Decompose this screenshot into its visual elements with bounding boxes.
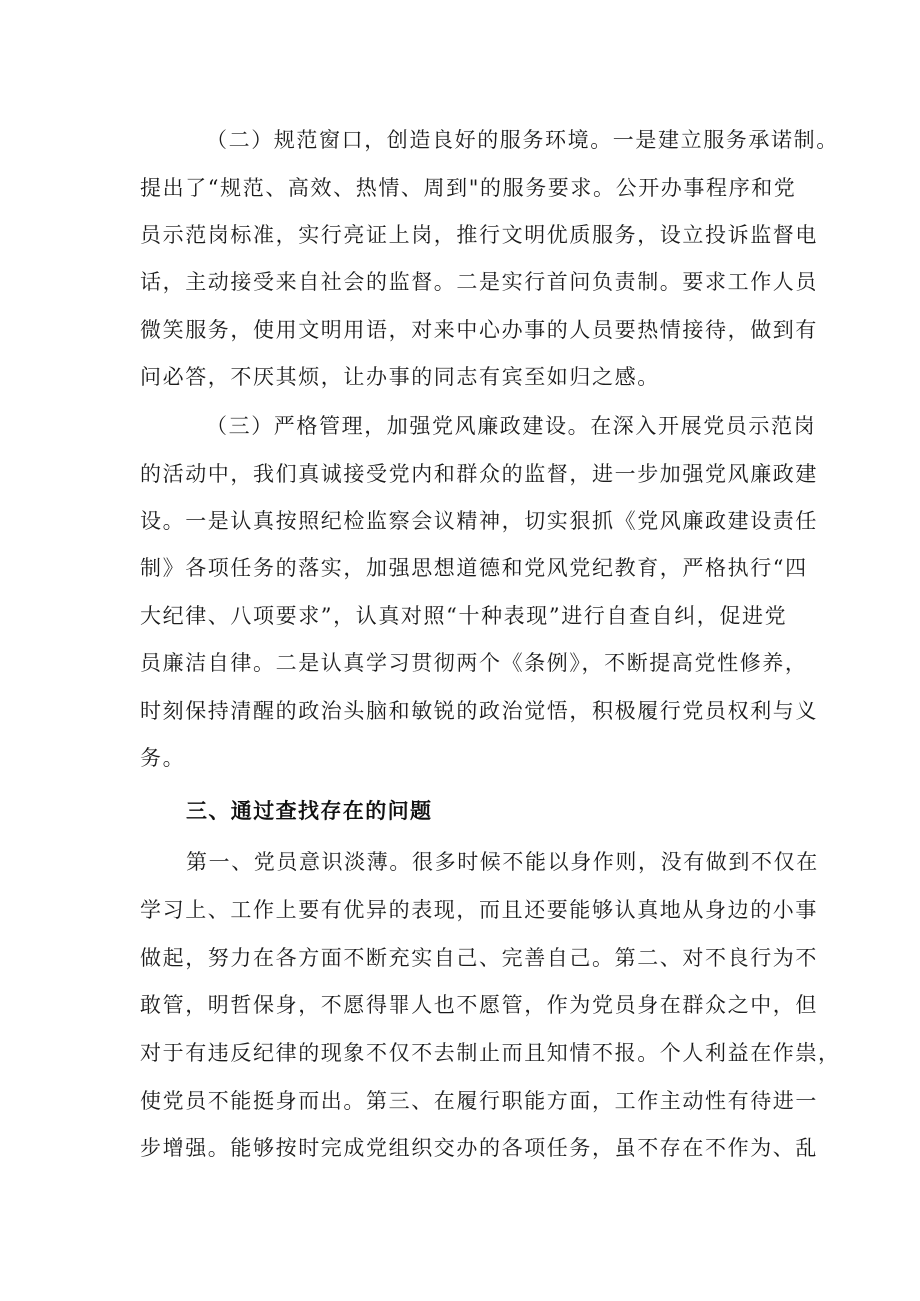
paragraph-line: 员廉洁自律。二是认真学习贯彻两个《条例》，不断提高党性修养，: [140, 651, 808, 675]
paragraph-line: 的活动中，我们真诚接受党内和群众的监督，进一步加强党风廉政建: [140, 462, 818, 486]
paragraph-line: 务。: [140, 746, 186, 770]
paragraph-line: 问必答，不厌其烦，让办事的同志有宾至如归之感。: [140, 365, 660, 389]
paragraph-line: 大纪律、八项要求”，认真对照“十种表现”进行自查自纠，促进党: [140, 604, 788, 628]
paragraph-line: （三）严格管理，加强党风廉政建设。在深入开展党员示范岗: [206, 414, 817, 438]
paragraph-line: 使党员不能挺身而出。第三、在履行职能方面，工作主动性有待进一: [140, 1089, 818, 1113]
paragraph-line: 做起，努力在各方面不断充实自己、完善自己。第二、对不良行为不: [140, 946, 818, 970]
paragraph-line: 制》各项任务的落实，加强思想道德和党风党纪教育，严格执行“四: [140, 556, 808, 580]
paragraph-line: 时刻保持清醒的政治头脑和敏锐的政治觉悟，积极履行党员权利与义: [140, 699, 818, 723]
paragraph-line: 第一、党员意识淡薄。很多时候不能以身作则，没有做到不仅在: [186, 850, 819, 874]
paragraph-line: 设。一是认真按照纪检监察会议精神，切实狠抓《党风廉政建设责任: [140, 509, 818, 533]
section-heading: 三、通过查找存在的问题: [186, 799, 433, 823]
paragraph-line: 员示范岗标准，实行亮证上岗，推行文明优质服务，设立投诉监督电: [140, 223, 818, 247]
paragraph-line: 学习上、工作上要有优异的表现，而且还要能够认真地从身边的小事: [140, 898, 818, 922]
paragraph-line: 对于有违反纪律的现象不仅不去制止而且知情不报。个人利益在作祟，: [140, 1041, 841, 1065]
paragraph-line: 步增强。能够按时完成党组织交办的各项任务，虽不存在不作为、乱: [140, 1136, 818, 1160]
paragraph-line: （二）规范窗口，创造良好的服务环境。一是建立服务承诺制。: [206, 128, 839, 152]
paragraph-line: 话，主动接受来自社会的监督。二是实行首问负责制。要求工作人员: [140, 270, 818, 294]
paragraph-line: 提出了“规范、高效、热情、周到"的服务要求。公开办事程序和党: [140, 176, 797, 200]
paragraph-line: 敢管，明哲保身，不愿得罪人也不愿管，作为党员身在群众之中，但: [140, 993, 818, 1017]
paragraph-line: 微笑服务，使用文明用语，对来中心办事的人员要热情接待，做到有: [140, 318, 818, 342]
